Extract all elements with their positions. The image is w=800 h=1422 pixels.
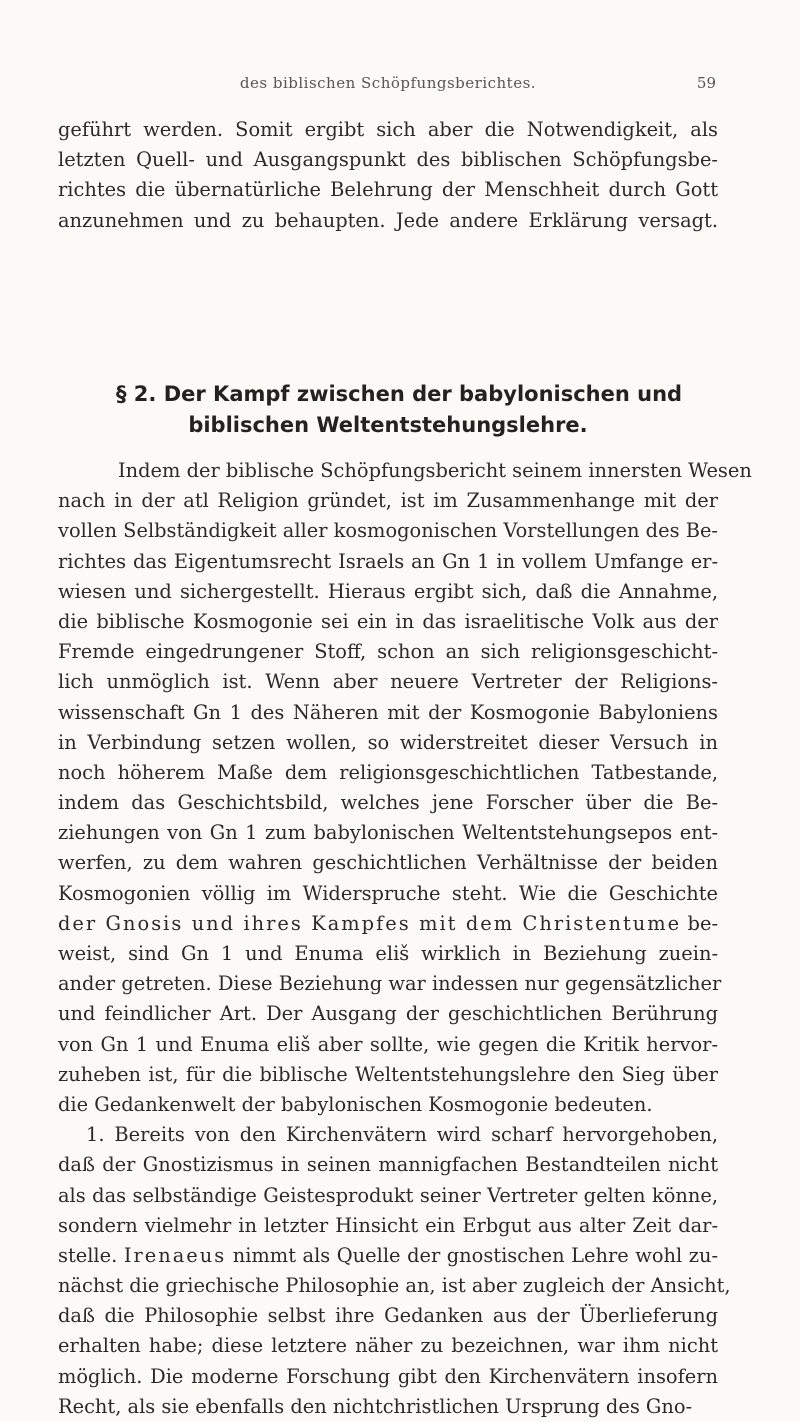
text-line bbox=[58, 1241, 718, 1271]
text-line: geführt werden. Somit ergibt sich aber die Notwendigkeit, als bbox=[58, 118, 718, 141]
text-line: letzten Quell- und Ausgangspunkt des biblischen Schöpfungsbe- bbox=[58, 148, 718, 172]
text-line: richtes die übernatürliche Belehrung der Menschheit durch Gott bbox=[58, 178, 718, 202]
running-title: des biblischen Schöpfungsberichtes. bbox=[239, 74, 537, 92]
text-line: ziehungen von Gn 1 zum babylonischen Weltentstehungsepos ent- bbox=[58, 821, 718, 845]
text-line: lich unmöglich ist. Wenn aber neuere Vertreter der Religions- bbox=[58, 670, 718, 694]
text-line: noch höherem Maße dem religionsgeschichtlichen Tatbestande, bbox=[58, 760, 718, 784]
text-line: von Gn 1 und Enuma eliš aber sollte, wie gegen die Kritik hervor- bbox=[58, 1032, 718, 1056]
page-number: 59 bbox=[696, 74, 716, 92]
text-line: als das selbständige Geistesprodukt seiner Vertreter gelten könne, bbox=[58, 1183, 718, 1207]
text-line: daß die Philosophie selbst ihre Gedanken aus der Überlieferung bbox=[58, 1304, 718, 1328]
text-line: werfen, zu dem wahren geschichtlichen Verhältnisse der beiden bbox=[58, 851, 718, 875]
text-fragment: nimmt als Quelle der gnostischen Lehre wohl zu- bbox=[226, 1243, 718, 1267]
text-line: indem das Geschichtsbild, welches jene Forscher über die Be- bbox=[58, 791, 718, 815]
text-line: sondern vielmehr in letzter Hinsicht ein Erbgut aus alter Zeit dar- bbox=[58, 1213, 718, 1237]
text-line bbox=[58, 909, 718, 939]
text-line: Recht, als sie ebenfalls den nichtchristlichen Ursprung des Gno- bbox=[58, 1394, 693, 1418]
text-fragment: be- bbox=[681, 911, 719, 935]
text-line: weist, sind Gn 1 und Enuma eliš wirklich in Beziehung zuein- bbox=[58, 942, 718, 965]
text-line: wiesen und sichergestellt. Hieraus ergibt sich, daß die Annahme, bbox=[58, 579, 718, 603]
paragraph-1 bbox=[58, 456, 752, 1422]
running-header bbox=[60, 74, 716, 102]
text-line: möglich. Die moderne Forschung gibt den Kirchenvätern insofern bbox=[58, 1364, 718, 1388]
text-line: richtes das Eigentumsrecht Israels an Gn 1 in vollem Umfange er- bbox=[58, 549, 718, 573]
text-line: zuheben ist, für die biblische Weltentstehungslehre den Sieg über bbox=[58, 1062, 718, 1086]
text-line: die Gedankenwelt der babylonischen Kosmogonie bedeuten. bbox=[58, 1092, 653, 1116]
text-line: vollen Selbständigkeit aller kosmogonischen Vorstellungen des Be- bbox=[58, 519, 718, 543]
text-line: Fremde eingedrungener Stoff, schon an sich religionsgeschicht- bbox=[58, 640, 718, 664]
text-line: 1. Bereits von den Kirchenvätern wird scharf hervorgehoben, bbox=[86, 1123, 718, 1147]
section-heading-line-2: biblischen Weltentstehungslehre. bbox=[188, 413, 588, 437]
section-heading bbox=[58, 379, 718, 441]
spaced-emphasis: der Gnosis und ihres Kampfes mit dem Christentume bbox=[58, 911, 682, 935]
text-line: Indem der biblische Schöpfungsbericht seinem innersten Wesen bbox=[118, 459, 752, 482]
text-line: ander getreten. Diese Beziehung war indessen nur gegensätzlicher bbox=[58, 972, 722, 996]
text-line: nach in der atl Religion gründet, ist im Zusammenhange mit der bbox=[58, 489, 718, 513]
text-line: nächst die griechische Philosophie an, ist aber zugleich der Ansicht, bbox=[58, 1274, 731, 1298]
text-line: erhalten habe; diese letztere näher zu bezeichnen, war ihm nicht bbox=[58, 1334, 718, 1358]
spaced-name-irenaeus: Irenaeus bbox=[123, 1243, 227, 1267]
text-line: Kosmogonien völlig im Widerspruche steht. Wie die Geschichte bbox=[58, 881, 718, 905]
text-line: daß der Gnostizismus in seinen mannigfachen Bestandteilen nicht bbox=[58, 1153, 718, 1177]
intro-paragraph bbox=[58, 115, 718, 236]
text-line: und feindlicher Art. Der Ausgang der geschichtlichen Berührung bbox=[58, 1002, 718, 1026]
section-heading-line-1: § 2. Der Kampf zwischen der babylonischen und bbox=[116, 382, 683, 406]
text-line: wissenschaft Gn 1 des Näheren mit der Kosmogonie Babyloniens bbox=[58, 700, 718, 724]
text-line: in Verbindung setzen wollen, so widerstreitet dieser Versuch in bbox=[58, 730, 718, 754]
text-line: die biblische Kosmogonie sei ein in das israelitische Volk aus der bbox=[58, 609, 718, 633]
text-line: anzunehmen und zu behaupten. Jede andere Erklärung versagt. bbox=[58, 208, 718, 232]
text-fragment: stelle. bbox=[58, 1243, 124, 1267]
